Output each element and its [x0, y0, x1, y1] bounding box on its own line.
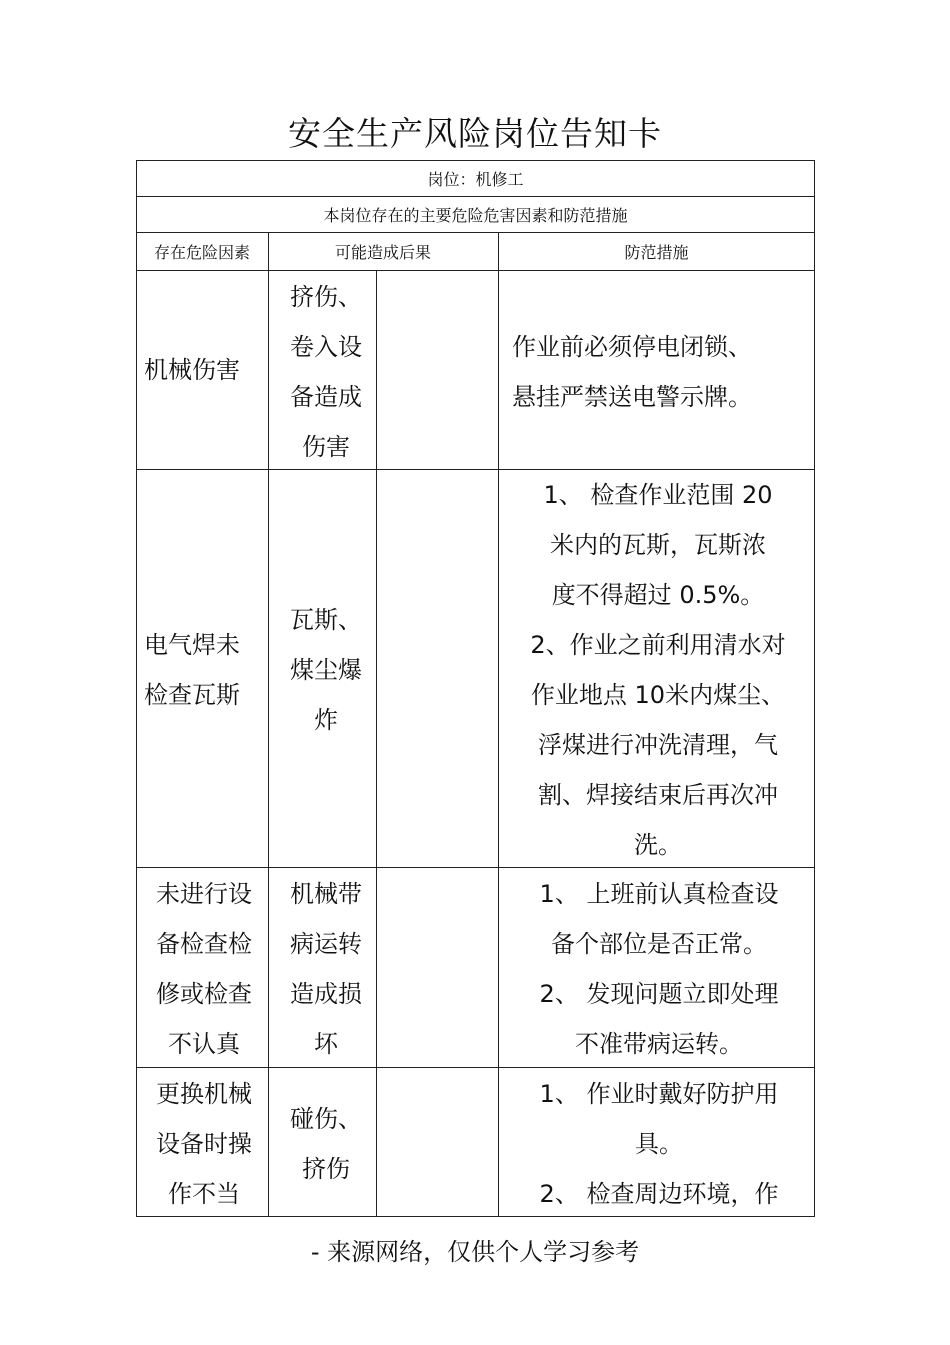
table-cell-consequence: 碰伤、 挤伤 [290, 1105, 362, 1183]
column-header-consequence: 可能造成后果 [334, 242, 431, 262]
source-footer: - 来源网络，仅供个人学习参考 [310, 1238, 640, 1266]
column-divider [268, 232, 269, 1217]
table-cell-measures: 1、 检查作业范围 20 米内的瓦斯，瓦斯浓 度不得超过 0.5%。 2、作业之前利用清水对 作业地点 10米内煤尘、 浮煤进行冲洗清理，气 割、焊接结束后再次冲 洗。 [530, 481, 786, 859]
table-cell-factor: 机械伤害 [144, 356, 240, 384]
table-cell-factor: 未进行设 备检查检 修或检查 不认真 [156, 880, 252, 1058]
risk-notice-table [136, 160, 815, 1217]
table-cell-measures: 作业前必须停电闭锁、 悬挂严禁送电警示牌。 [512, 333, 752, 411]
column-divider [376, 270, 377, 1217]
table-cell-measures: 1、 作业时戴好防护用 具。 2、 检查周边环境，作 [539, 1080, 779, 1208]
post-label: 岗位：机修工 [427, 169, 524, 189]
table-cell-consequence: 挤伤、 卷入设 备造成 伤害 [290, 283, 362, 461]
row-divider [136, 270, 815, 271]
section-heading: 本岗位存在的主要危险危害因素和防范措施 [323, 205, 628, 225]
page-title: 安全生产风险岗位告知卡 [288, 114, 662, 153]
table-cell-consequence: 机械带 病运转 造成损 坏 [290, 880, 362, 1058]
column-divider [498, 232, 499, 1217]
column-header-measures: 防范措施 [624, 242, 689, 262]
table-cell-factor: 电气焊未 检查瓦斯 [144, 631, 240, 709]
table-cell-consequence: 瓦斯、 煤尘爆 炸 [290, 606, 362, 734]
table-cell-measures: 1、 上班前认真检查设 备个部位是否正常。 2、 发现问题立即处理 不准带病运转。 [539, 880, 779, 1058]
column-header-factor: 存在危险因素 [153, 242, 250, 262]
table-cell-factor: 更换机械 设备时操 作不当 [156, 1080, 252, 1208]
